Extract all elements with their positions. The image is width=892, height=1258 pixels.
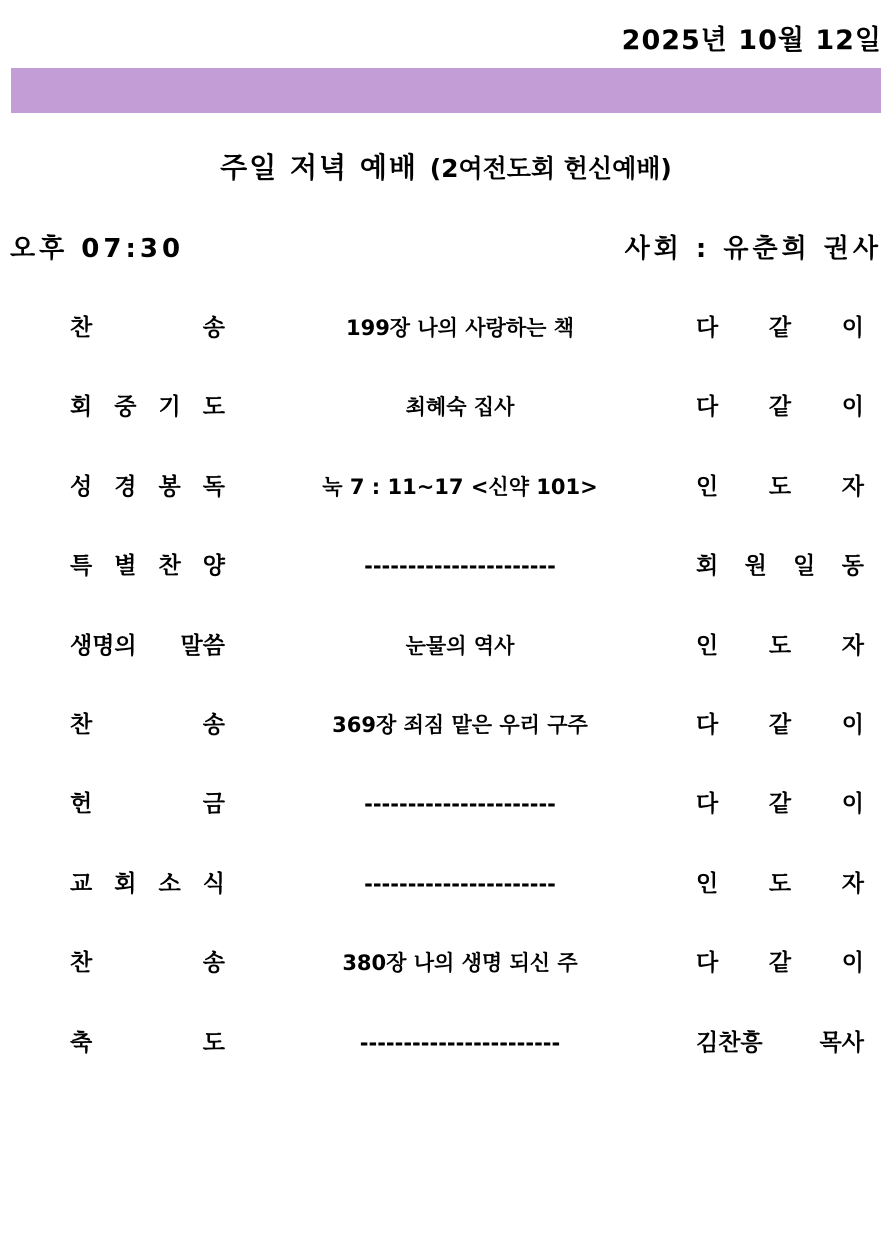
service-title: [0, 146, 892, 186]
program-role: 다 같 이: [696, 950, 864, 977]
header-band: [11, 68, 881, 113]
program-row: [0, 925, 892, 1004]
program-item: 교 회 소 식: [70, 870, 225, 897]
program-role: 인 도 자: [696, 632, 864, 659]
program-content: 369장 죄짐 맡은 우리 구주: [332, 712, 588, 737]
program-row: [0, 608, 892, 687]
program-role: 다 같 이: [696, 394, 864, 421]
program-item: 성 경 봉 독: [70, 473, 225, 500]
program-role: 다 같 이: [696, 791, 864, 818]
service-time: 오후 07:30: [10, 234, 185, 264]
program-row: [0, 766, 892, 845]
program-item: 축 도: [70, 1029, 225, 1056]
program-item: 특 별 찬 양: [70, 553, 225, 580]
program-list: [0, 290, 892, 1084]
program-row: [0, 369, 892, 448]
program-role: 다 같 이: [696, 315, 864, 341]
program-item: 찬 송: [70, 315, 225, 341]
program-row: [0, 1005, 892, 1084]
program-content: ----------------------: [364, 792, 556, 817]
program-role: 다 같 이: [696, 711, 864, 738]
program-row: [0, 687, 892, 766]
program-row: [0, 528, 892, 607]
program-content: ----------------------: [364, 554, 556, 579]
program-content: 199장 나의 사랑하는 책: [345, 316, 575, 340]
program-content: 눅 7 : 11~17 <신약 101>: [322, 474, 598, 499]
program-content: 최혜숙 집사: [405, 395, 515, 420]
program-role: 회 원 일 동: [696, 553, 864, 580]
service-title-main: 주일 저녁 예배: [220, 151, 418, 184]
program-item: 찬 송: [70, 950, 225, 977]
program-role: 인 도 자: [696, 870, 864, 897]
program-content: 눈물의 역사: [405, 633, 515, 658]
program-item: 헌 금: [70, 791, 225, 818]
program-role: 인 도 자: [696, 473, 864, 500]
program-row: [0, 846, 892, 925]
program-item: 생명의 말씀: [70, 632, 225, 659]
program-content: -----------------------: [359, 1030, 561, 1055]
program-item: 회 중 기 도: [70, 394, 225, 421]
program-row: [0, 290, 892, 369]
program-row: [0, 449, 892, 528]
program-content: 380장 나의 생명 되신 주: [342, 951, 578, 976]
service-title-sub: (2여전도회 헌신예배): [429, 154, 672, 183]
bulletin-date: 2025년 10월 12일: [621, 25, 882, 56]
service-host: 사회 : 유춘희 권사: [624, 234, 882, 264]
program-content: ----------------------: [364, 871, 556, 896]
program-role: 김찬흥 목사: [696, 1029, 864, 1056]
program-item: 찬 송: [70, 711, 225, 738]
